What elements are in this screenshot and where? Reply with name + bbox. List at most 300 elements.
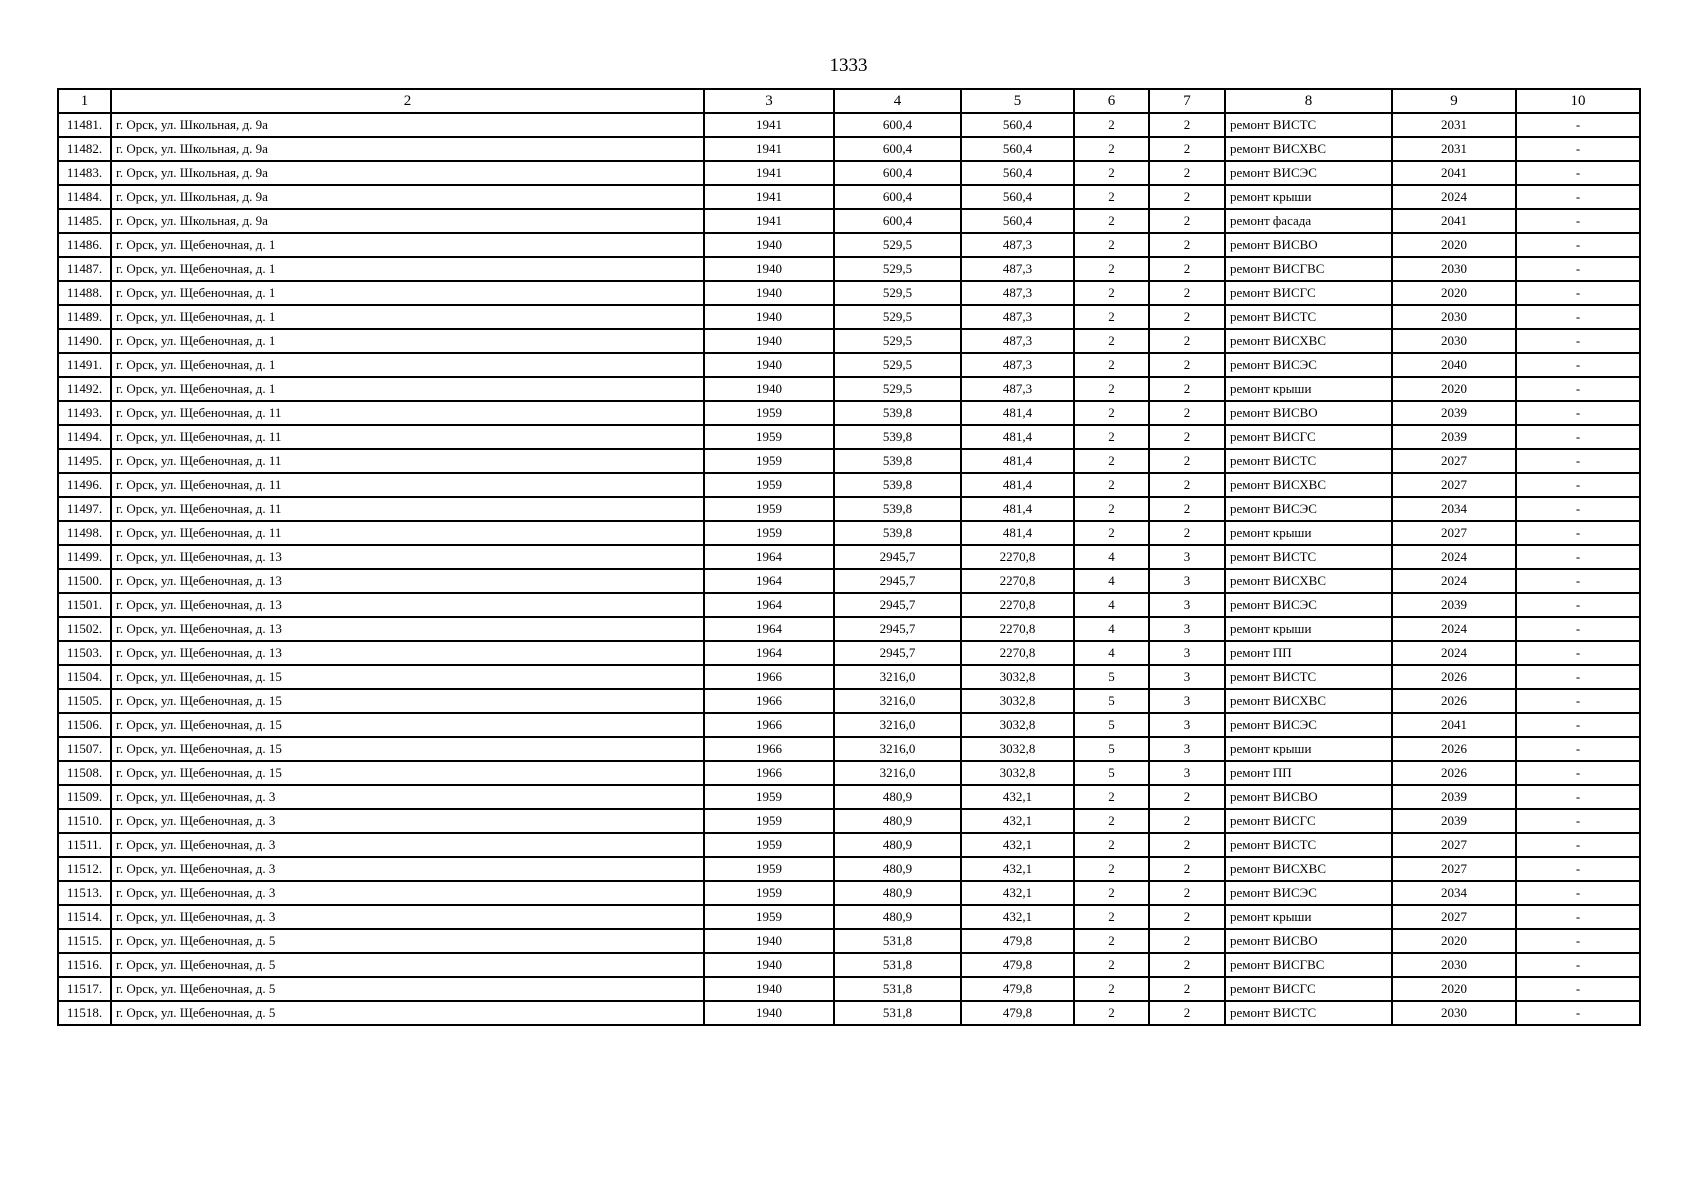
- living-area-cell: 481,4: [961, 449, 1074, 473]
- page-number: 1333: [829, 55, 868, 76]
- note-cell: -: [1516, 929, 1640, 953]
- note-cell: -: [1516, 785, 1640, 809]
- living-area-cell: 2270,8: [961, 593, 1074, 617]
- planned-year-cell: 2024: [1392, 569, 1516, 593]
- table-row: [58, 161, 1640, 185]
- living-area-cell: 487,3: [961, 257, 1074, 281]
- total-area-cell: 480,9: [834, 905, 961, 929]
- planned-year-cell: 2027: [1392, 905, 1516, 929]
- total-area-cell: 480,9: [834, 881, 961, 905]
- note-cell: -: [1516, 449, 1640, 473]
- entrances-cell: 2: [1149, 905, 1225, 929]
- total-area-cell: 600,4: [834, 209, 961, 233]
- table-row: [58, 809, 1640, 833]
- living-area-cell: 2270,8: [961, 617, 1074, 641]
- planned-year-cell: 2024: [1392, 641, 1516, 665]
- floors-cell: 4: [1074, 617, 1149, 641]
- column-header: 4: [834, 89, 961, 113]
- year-built-cell: 1959: [704, 833, 834, 857]
- year-built-cell: 1964: [704, 545, 834, 569]
- planned-year-cell: 2027: [1392, 521, 1516, 545]
- work-type-cell: ремонт ВИСЭС: [1225, 161, 1392, 185]
- row-number-cell: 11500.: [58, 569, 111, 593]
- table-row: [58, 545, 1640, 569]
- note-cell: -: [1516, 761, 1640, 785]
- floors-cell: 2: [1074, 977, 1149, 1001]
- living-area-cell: 2270,8: [961, 545, 1074, 569]
- floors-cell: 5: [1074, 665, 1149, 689]
- table-body: [58, 113, 1640, 1025]
- note-cell: -: [1516, 689, 1640, 713]
- table-row: [58, 137, 1640, 161]
- entrances-cell: 2: [1149, 137, 1225, 161]
- row-number-cell: 11508.: [58, 761, 111, 785]
- work-type-cell: ремонт ВИСВО: [1225, 401, 1392, 425]
- floors-cell: 2: [1074, 833, 1149, 857]
- address-cell: г. Орск, ул. Щебеночная, д. 5: [111, 953, 704, 977]
- year-built-cell: 1941: [704, 161, 834, 185]
- total-area-cell: 600,4: [834, 113, 961, 137]
- total-area-cell: 539,8: [834, 401, 961, 425]
- work-type-cell: ремонт ВИСВО: [1225, 929, 1392, 953]
- floors-cell: 2: [1074, 521, 1149, 545]
- row-number-cell: 11502.: [58, 617, 111, 641]
- address-cell: г. Орск, ул. Щебеночная, д. 3: [111, 905, 704, 929]
- living-area-cell: 432,1: [961, 881, 1074, 905]
- floors-cell: 2: [1074, 353, 1149, 377]
- row-number-cell: 11482.: [58, 137, 111, 161]
- work-type-cell: ремонт ПП: [1225, 761, 1392, 785]
- year-built-cell: 1940: [704, 281, 834, 305]
- planned-year-cell: 2040: [1392, 353, 1516, 377]
- year-built-cell: 1964: [704, 569, 834, 593]
- planned-year-cell: 2020: [1392, 377, 1516, 401]
- entrances-cell: 2: [1149, 449, 1225, 473]
- total-area-cell: 529,5: [834, 281, 961, 305]
- planned-year-cell: 2030: [1392, 1001, 1516, 1025]
- total-area-cell: 539,8: [834, 425, 961, 449]
- work-type-cell: ремонт ВИСТС: [1225, 305, 1392, 329]
- work-type-cell: ремонт крыши: [1225, 185, 1392, 209]
- table-row: [58, 929, 1640, 953]
- column-header: 5: [961, 89, 1074, 113]
- entrances-cell: 2: [1149, 185, 1225, 209]
- row-number-cell: 11517.: [58, 977, 111, 1001]
- year-built-cell: 1940: [704, 305, 834, 329]
- address-cell: г. Орск, ул. Щебеночная, д. 1: [111, 257, 704, 281]
- living-area-cell: 481,4: [961, 425, 1074, 449]
- planned-year-cell: 2031: [1392, 113, 1516, 137]
- note-cell: -: [1516, 329, 1640, 353]
- table-row: [58, 905, 1640, 929]
- total-area-cell: 3216,0: [834, 761, 961, 785]
- row-number-cell: 11512.: [58, 857, 111, 881]
- column-header: 10: [1516, 89, 1640, 113]
- entrances-cell: 3: [1149, 737, 1225, 761]
- year-built-cell: 1941: [704, 137, 834, 161]
- entrances-cell: 2: [1149, 521, 1225, 545]
- living-area-cell: 432,1: [961, 905, 1074, 929]
- column-header: 3: [704, 89, 834, 113]
- planned-year-cell: 2039: [1392, 593, 1516, 617]
- table-row: [58, 1001, 1640, 1025]
- column-header: 8: [1225, 89, 1392, 113]
- column-header: 9: [1392, 89, 1516, 113]
- entrances-cell: 3: [1149, 713, 1225, 737]
- address-cell: г. Орск, ул. Школьная, д. 9а: [111, 185, 704, 209]
- row-number-cell: 11486.: [58, 233, 111, 257]
- living-area-cell: 432,1: [961, 785, 1074, 809]
- table-row: [58, 641, 1640, 665]
- entrances-cell: 3: [1149, 689, 1225, 713]
- living-area-cell: 560,4: [961, 161, 1074, 185]
- note-cell: -: [1516, 209, 1640, 233]
- row-number-cell: 11505.: [58, 689, 111, 713]
- planned-year-cell: 2034: [1392, 497, 1516, 521]
- note-cell: -: [1516, 617, 1640, 641]
- entrances-cell: 2: [1149, 329, 1225, 353]
- header-row: [58, 89, 1640, 113]
- entrances-cell: 3: [1149, 641, 1225, 665]
- floors-cell: 2: [1074, 857, 1149, 881]
- note-cell: -: [1516, 545, 1640, 569]
- living-area-cell: 487,3: [961, 281, 1074, 305]
- table-row: [58, 761, 1640, 785]
- total-area-cell: 600,4: [834, 185, 961, 209]
- row-number-cell: 11514.: [58, 905, 111, 929]
- work-type-cell: ремонт ВИСТС: [1225, 1001, 1392, 1025]
- year-built-cell: 1941: [704, 209, 834, 233]
- year-built-cell: 1940: [704, 929, 834, 953]
- floors-cell: 2: [1074, 905, 1149, 929]
- table-row: [58, 977, 1640, 1001]
- address-cell: г. Орск, ул. Школьная, д. 9а: [111, 209, 704, 233]
- total-area-cell: 531,8: [834, 929, 961, 953]
- address-cell: г. Орск, ул. Щебеночная, д. 1: [111, 305, 704, 329]
- address-cell: г. Орск, ул. Щебеночная, д. 13: [111, 569, 704, 593]
- floors-cell: 2: [1074, 209, 1149, 233]
- address-cell: г. Орск, ул. Щебеночная, д. 13: [111, 617, 704, 641]
- planned-year-cell: 2027: [1392, 449, 1516, 473]
- work-type-cell: ремонт крыши: [1225, 737, 1392, 761]
- total-area-cell: 529,5: [834, 377, 961, 401]
- work-type-cell: ремонт ПП: [1225, 641, 1392, 665]
- entrances-cell: 2: [1149, 377, 1225, 401]
- year-built-cell: 1959: [704, 857, 834, 881]
- column-header: 7: [1149, 89, 1225, 113]
- living-area-cell: 2270,8: [961, 641, 1074, 665]
- living-area-cell: 560,4: [961, 185, 1074, 209]
- work-type-cell: ремонт ВИСГС: [1225, 977, 1392, 1001]
- year-built-cell: 1940: [704, 329, 834, 353]
- work-type-cell: ремонт фасада: [1225, 209, 1392, 233]
- address-cell: г. Орск, ул. Щебеночная, д. 5: [111, 977, 704, 1001]
- address-cell: г. Орск, ул. Щебеночная, д. 11: [111, 401, 704, 425]
- row-number-cell: 11515.: [58, 929, 111, 953]
- total-area-cell: 531,8: [834, 1001, 961, 1025]
- row-number-cell: 11511.: [58, 833, 111, 857]
- note-cell: -: [1516, 161, 1640, 185]
- planned-year-cell: 2039: [1392, 809, 1516, 833]
- table-row: [58, 473, 1640, 497]
- year-built-cell: 1966: [704, 689, 834, 713]
- work-type-cell: ремонт крыши: [1225, 377, 1392, 401]
- work-type-cell: ремонт ВИСВО: [1225, 785, 1392, 809]
- planned-year-cell: 2030: [1392, 257, 1516, 281]
- work-type-cell: ремонт ВИСТС: [1225, 545, 1392, 569]
- work-type-cell: ремонт ВИСГС: [1225, 425, 1392, 449]
- planned-year-cell: 2041: [1392, 161, 1516, 185]
- note-cell: -: [1516, 497, 1640, 521]
- entrances-cell: 2: [1149, 473, 1225, 497]
- row-number-cell: 11485.: [58, 209, 111, 233]
- table-row: [58, 785, 1640, 809]
- note-cell: -: [1516, 713, 1640, 737]
- total-area-cell: 2945,7: [834, 617, 961, 641]
- planned-year-cell: 2024: [1392, 545, 1516, 569]
- floors-cell: 5: [1074, 713, 1149, 737]
- living-area-cell: 487,3: [961, 233, 1074, 257]
- entrances-cell: 2: [1149, 401, 1225, 425]
- floors-cell: 4: [1074, 641, 1149, 665]
- row-number-cell: 11507.: [58, 737, 111, 761]
- total-area-cell: 539,8: [834, 449, 961, 473]
- planned-year-cell: 2027: [1392, 833, 1516, 857]
- floors-cell: 2: [1074, 257, 1149, 281]
- entrances-cell: 2: [1149, 425, 1225, 449]
- total-area-cell: 480,9: [834, 833, 961, 857]
- table-row: [58, 665, 1640, 689]
- note-cell: -: [1516, 641, 1640, 665]
- note-cell: -: [1516, 593, 1640, 617]
- living-area-cell: 487,3: [961, 353, 1074, 377]
- entrances-cell: 3: [1149, 617, 1225, 641]
- table-row: [58, 881, 1640, 905]
- note-cell: -: [1516, 185, 1640, 209]
- year-built-cell: 1940: [704, 953, 834, 977]
- total-area-cell: 480,9: [834, 857, 961, 881]
- total-area-cell: 600,4: [834, 161, 961, 185]
- planned-year-cell: 2039: [1392, 785, 1516, 809]
- floors-cell: 2: [1074, 809, 1149, 833]
- total-area-cell: 3216,0: [834, 689, 961, 713]
- floors-cell: 2: [1074, 425, 1149, 449]
- total-area-cell: 2945,7: [834, 545, 961, 569]
- row-number-cell: 11492.: [58, 377, 111, 401]
- address-cell: г. Орск, ул. Школьная, д. 9а: [111, 137, 704, 161]
- entrances-cell: 2: [1149, 353, 1225, 377]
- note-cell: -: [1516, 881, 1640, 905]
- entrances-cell: 2: [1149, 785, 1225, 809]
- year-built-cell: 1940: [704, 233, 834, 257]
- address-cell: г. Орск, ул. Щебеночная, д. 5: [111, 1001, 704, 1025]
- entrances-cell: 2: [1149, 953, 1225, 977]
- repair-schedule-table: [57, 88, 1641, 1026]
- entrances-cell: 2: [1149, 929, 1225, 953]
- planned-year-cell: 2026: [1392, 761, 1516, 785]
- floors-cell: 4: [1074, 545, 1149, 569]
- row-number-cell: 11484.: [58, 185, 111, 209]
- total-area-cell: 529,5: [834, 233, 961, 257]
- address-cell: г. Орск, ул. Щебеночная, д. 3: [111, 785, 704, 809]
- planned-year-cell: 2026: [1392, 665, 1516, 689]
- year-built-cell: 1959: [704, 785, 834, 809]
- table-row: [58, 353, 1640, 377]
- entrances-cell: 2: [1149, 809, 1225, 833]
- row-number-cell: 11489.: [58, 305, 111, 329]
- address-cell: г. Орск, ул. Щебеночная, д. 13: [111, 641, 704, 665]
- floors-cell: 2: [1074, 113, 1149, 137]
- table-row: [58, 185, 1640, 209]
- year-built-cell: 1964: [704, 617, 834, 641]
- total-area-cell: 529,5: [834, 329, 961, 353]
- entrances-cell: 2: [1149, 833, 1225, 857]
- total-area-cell: 531,8: [834, 977, 961, 1001]
- note-cell: -: [1516, 1001, 1640, 1025]
- entrances-cell: 2: [1149, 113, 1225, 137]
- address-cell: г. Орск, ул. Щебеночная, д. 1: [111, 329, 704, 353]
- total-area-cell: 3216,0: [834, 737, 961, 761]
- table-row: [58, 281, 1640, 305]
- table-row: [58, 377, 1640, 401]
- floors-cell: 2: [1074, 497, 1149, 521]
- total-area-cell: 2945,7: [834, 569, 961, 593]
- living-area-cell: 2270,8: [961, 569, 1074, 593]
- planned-year-cell: 2024: [1392, 185, 1516, 209]
- table-row: [58, 569, 1640, 593]
- row-number-cell: 11504.: [58, 665, 111, 689]
- planned-year-cell: 2024: [1392, 617, 1516, 641]
- year-built-cell: 1959: [704, 473, 834, 497]
- work-type-cell: ремонт крыши: [1225, 905, 1392, 929]
- address-cell: г. Орск, ул. Щебеночная, д. 15: [111, 737, 704, 761]
- table-row: [58, 209, 1640, 233]
- year-built-cell: 1959: [704, 449, 834, 473]
- table-row: [58, 233, 1640, 257]
- note-cell: -: [1516, 233, 1640, 257]
- year-built-cell: 1959: [704, 809, 834, 833]
- planned-year-cell: 2039: [1392, 425, 1516, 449]
- table-row: [58, 617, 1640, 641]
- living-area-cell: 481,4: [961, 401, 1074, 425]
- row-number-cell: 11488.: [58, 281, 111, 305]
- floors-cell: 2: [1074, 953, 1149, 977]
- table-row: [58, 857, 1640, 881]
- row-number-cell: 11518.: [58, 1001, 111, 1025]
- address-cell: г. Орск, ул. Щебеночная, д. 15: [111, 665, 704, 689]
- floors-cell: 2: [1074, 929, 1149, 953]
- living-area-cell: 3032,8: [961, 713, 1074, 737]
- row-number-cell: 11490.: [58, 329, 111, 353]
- note-cell: -: [1516, 521, 1640, 545]
- row-number-cell: 11495.: [58, 449, 111, 473]
- floors-cell: 2: [1074, 401, 1149, 425]
- work-type-cell: ремонт ВИСТС: [1225, 665, 1392, 689]
- table-row: [58, 401, 1640, 425]
- note-cell: -: [1516, 281, 1640, 305]
- floors-cell: 2: [1074, 185, 1149, 209]
- living-area-cell: 3032,8: [961, 665, 1074, 689]
- entrances-cell: 2: [1149, 1001, 1225, 1025]
- floors-cell: 2: [1074, 329, 1149, 353]
- table-row: [58, 713, 1640, 737]
- planned-year-cell: 2020: [1392, 281, 1516, 305]
- living-area-cell: 487,3: [961, 329, 1074, 353]
- entrances-cell: 3: [1149, 761, 1225, 785]
- planned-year-cell: 2030: [1392, 305, 1516, 329]
- year-built-cell: 1959: [704, 521, 834, 545]
- entrances-cell: 2: [1149, 881, 1225, 905]
- note-cell: -: [1516, 425, 1640, 449]
- planned-year-cell: 2027: [1392, 857, 1516, 881]
- planned-year-cell: 2041: [1392, 209, 1516, 233]
- note-cell: -: [1516, 305, 1640, 329]
- address-cell: г. Орск, ул. Щебеночная, д. 1: [111, 233, 704, 257]
- living-area-cell: 432,1: [961, 809, 1074, 833]
- work-type-cell: ремонт ВИСТС: [1225, 113, 1392, 137]
- entrances-cell: 3: [1149, 569, 1225, 593]
- address-cell: г. Орск, ул. Щебеночная, д. 15: [111, 689, 704, 713]
- planned-year-cell: 2039: [1392, 401, 1516, 425]
- total-area-cell: 3216,0: [834, 713, 961, 737]
- entrances-cell: 2: [1149, 257, 1225, 281]
- living-area-cell: 432,1: [961, 833, 1074, 857]
- total-area-cell: 529,5: [834, 257, 961, 281]
- table-row: [58, 737, 1640, 761]
- planned-year-cell: 2027: [1392, 473, 1516, 497]
- living-area-cell: 487,3: [961, 305, 1074, 329]
- row-number-cell: 11481.: [58, 113, 111, 137]
- note-cell: -: [1516, 113, 1640, 137]
- work-type-cell: ремонт ВИСЭС: [1225, 497, 1392, 521]
- table-row: [58, 329, 1640, 353]
- living-area-cell: 481,4: [961, 473, 1074, 497]
- work-type-cell: ремонт ВИСЭС: [1225, 713, 1392, 737]
- table-row: [58, 113, 1640, 137]
- year-built-cell: 1966: [704, 737, 834, 761]
- work-type-cell: ремонт ВИСХВС: [1225, 569, 1392, 593]
- work-type-cell: ремонт ВИСГВС: [1225, 257, 1392, 281]
- address-cell: г. Орск, ул. Щебеночная, д. 15: [111, 713, 704, 737]
- floors-cell: 2: [1074, 305, 1149, 329]
- planned-year-cell: 2020: [1392, 233, 1516, 257]
- note-cell: -: [1516, 953, 1640, 977]
- total-area-cell: 539,8: [834, 521, 961, 545]
- row-number-cell: 11516.: [58, 953, 111, 977]
- year-built-cell: 1940: [704, 353, 834, 377]
- table-row: [58, 449, 1640, 473]
- row-number-cell: 11496.: [58, 473, 111, 497]
- address-cell: г. Орск, ул. Щебеночная, д. 11: [111, 473, 704, 497]
- entrances-cell: 2: [1149, 281, 1225, 305]
- work-type-cell: ремонт ВИСЭС: [1225, 353, 1392, 377]
- note-cell: -: [1516, 401, 1640, 425]
- floors-cell: 4: [1074, 593, 1149, 617]
- table-row: [58, 953, 1640, 977]
- living-area-cell: 560,4: [961, 137, 1074, 161]
- row-number-cell: 11491.: [58, 353, 111, 377]
- floors-cell: 4: [1074, 569, 1149, 593]
- year-built-cell: 1959: [704, 425, 834, 449]
- column-header: 2: [111, 89, 704, 113]
- total-area-cell: 600,4: [834, 137, 961, 161]
- table-row: [58, 305, 1640, 329]
- note-cell: -: [1516, 737, 1640, 761]
- address-cell: г. Орск, ул. Щебеночная, д. 11: [111, 449, 704, 473]
- row-number-cell: 11499.: [58, 545, 111, 569]
- total-area-cell: 480,9: [834, 785, 961, 809]
- total-area-cell: 529,5: [834, 305, 961, 329]
